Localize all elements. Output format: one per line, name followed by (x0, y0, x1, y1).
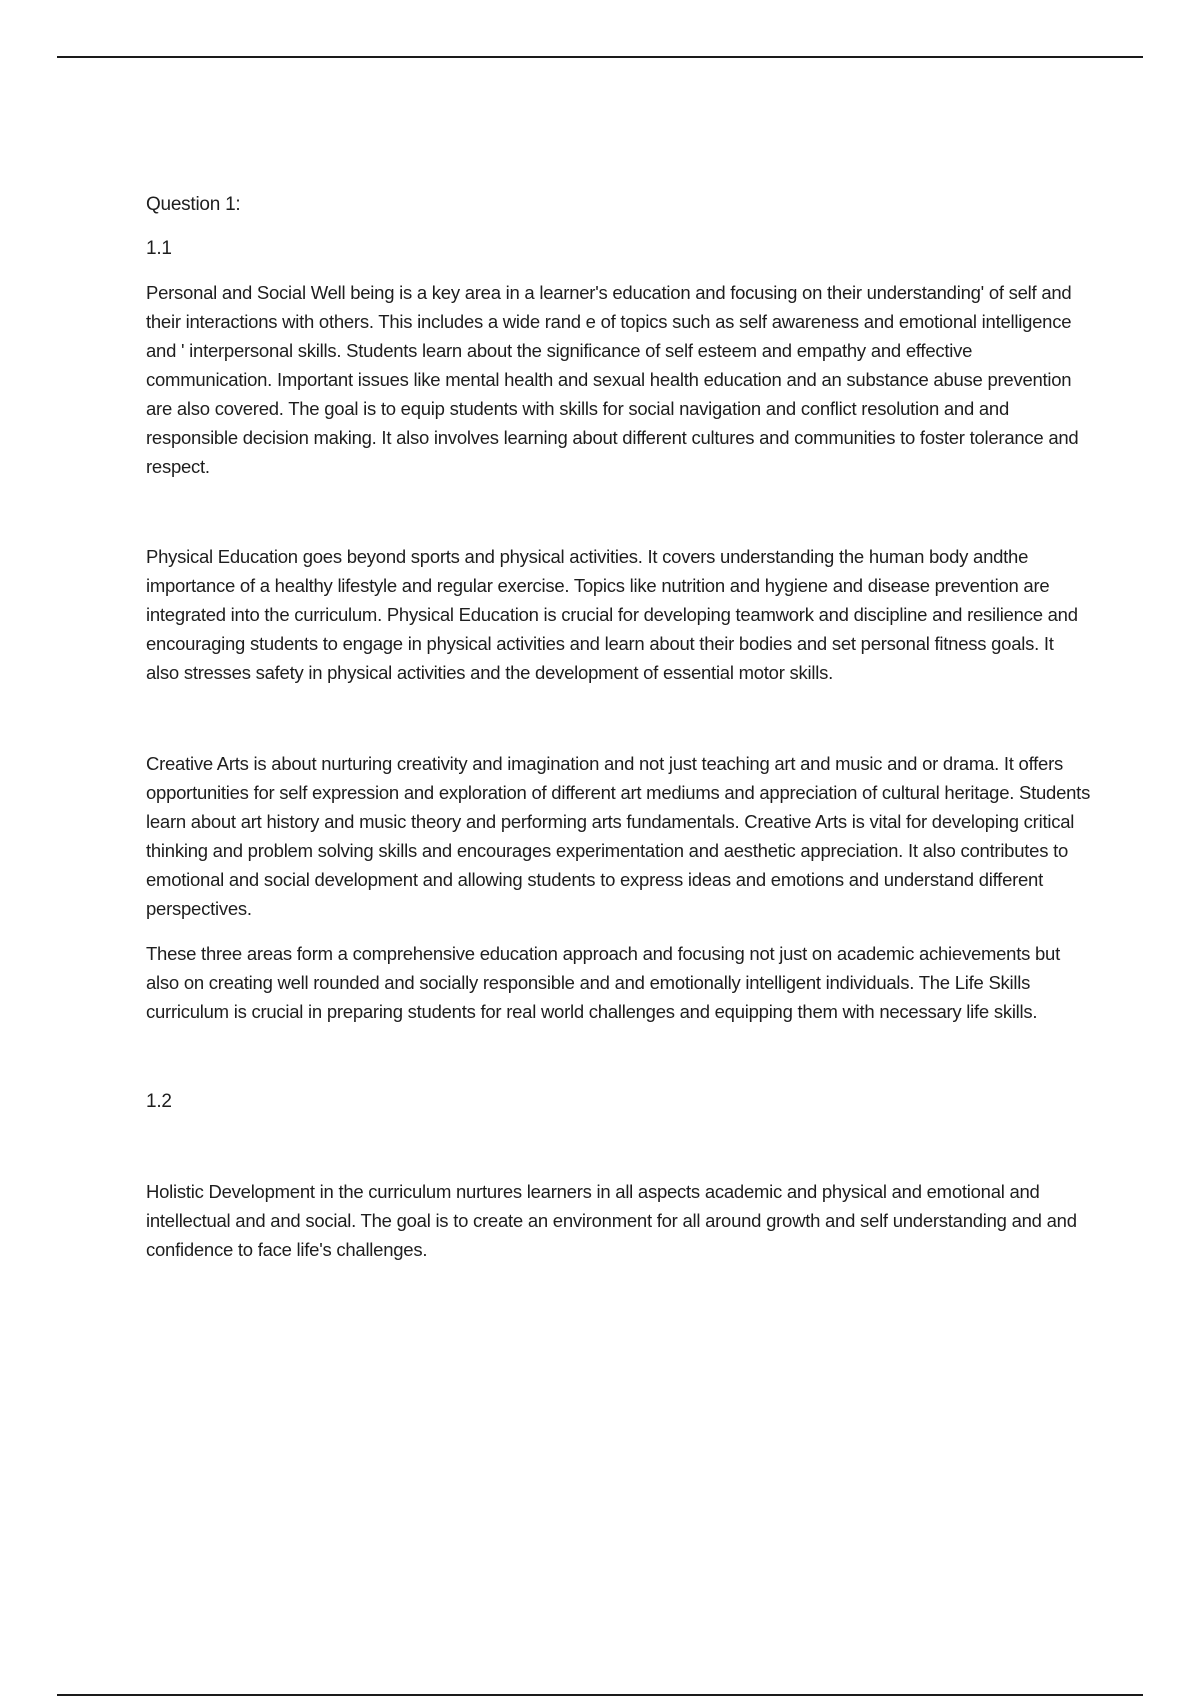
paragraph-physical-education: Physical Education goes beyond sports and physical activities. It covers understanding the human body andthe importance of a healthy lifestyle and regular exercise. Topics like nutrition and hygiene and disease prevention are integrated into the curriculum. Physical Education is crucial for developing teamwork and discipline and resilience and encouraging students to engage in physical activities and learn about their bodies and set personal fitness goals. It also stresses safety in physical activities and the development of essential motor skills. (146, 546, 1078, 683)
section-heading-1-1: 1.1 (146, 238, 172, 259)
paragraph-creative-arts: Creative Arts is about nurturing creativity and imagination and not just teaching art and music and or drama. It offers opportunities for self expression and exploration of different art mediums and appreciation of cultural heritage. Students learn about art history and music theory and performing arts fundamentals. Creative Arts is vital for developing critical thinking and problem solving skills and encourages experimentation and aesthetic appreciation. It also contributes to emotional and social development and allowing students to express ideas and emotions and understand different perspectives. (146, 753, 1091, 919)
paragraph-holistic-development: Holistic Development in the curriculum nurtures learners in all aspects academic and physical and emotional and intellectual and and social. The goal is to create an environment for all around growth and self understanding and and confidence to face life's challenges. (146, 1181, 1077, 1260)
document-body (146, 190, 1091, 1264)
page-top-rule (57, 56, 1143, 58)
page-bottom-rule (57, 1694, 1143, 1696)
question-title: Question 1: (146, 194, 241, 215)
section-heading-1-2: 1.2 (146, 1091, 172, 1112)
paragraph-personal-social-wellbeing: Personal and Social Well being is a key area in a learner's education and focusing on their understanding' of self and their interactions with others. This includes a wide rand e of topics such as self awareness and emotional intelligence and ' interpersonal skills. Students learn about the significance of self esteem and empathy and effective communication. Important issues like mental health and sexual health education and an substance abuse prevention are also covered. The goal is to equip students with skills for social navigation and conflict resolution and and responsible decision making. It also involves learning about different cultures and communities to foster tolerance and respect. (146, 282, 1079, 477)
paragraph-three-areas-summary: These three areas form a comprehensive education approach and focusing not just on academic achievements but also on creating well rounded and socially responsible and and emotionally intelligent individuals. The Life Skills curriculum is crucial in preparing students for real world challenges and equipping them with necessary life skills. (146, 943, 1060, 1022)
